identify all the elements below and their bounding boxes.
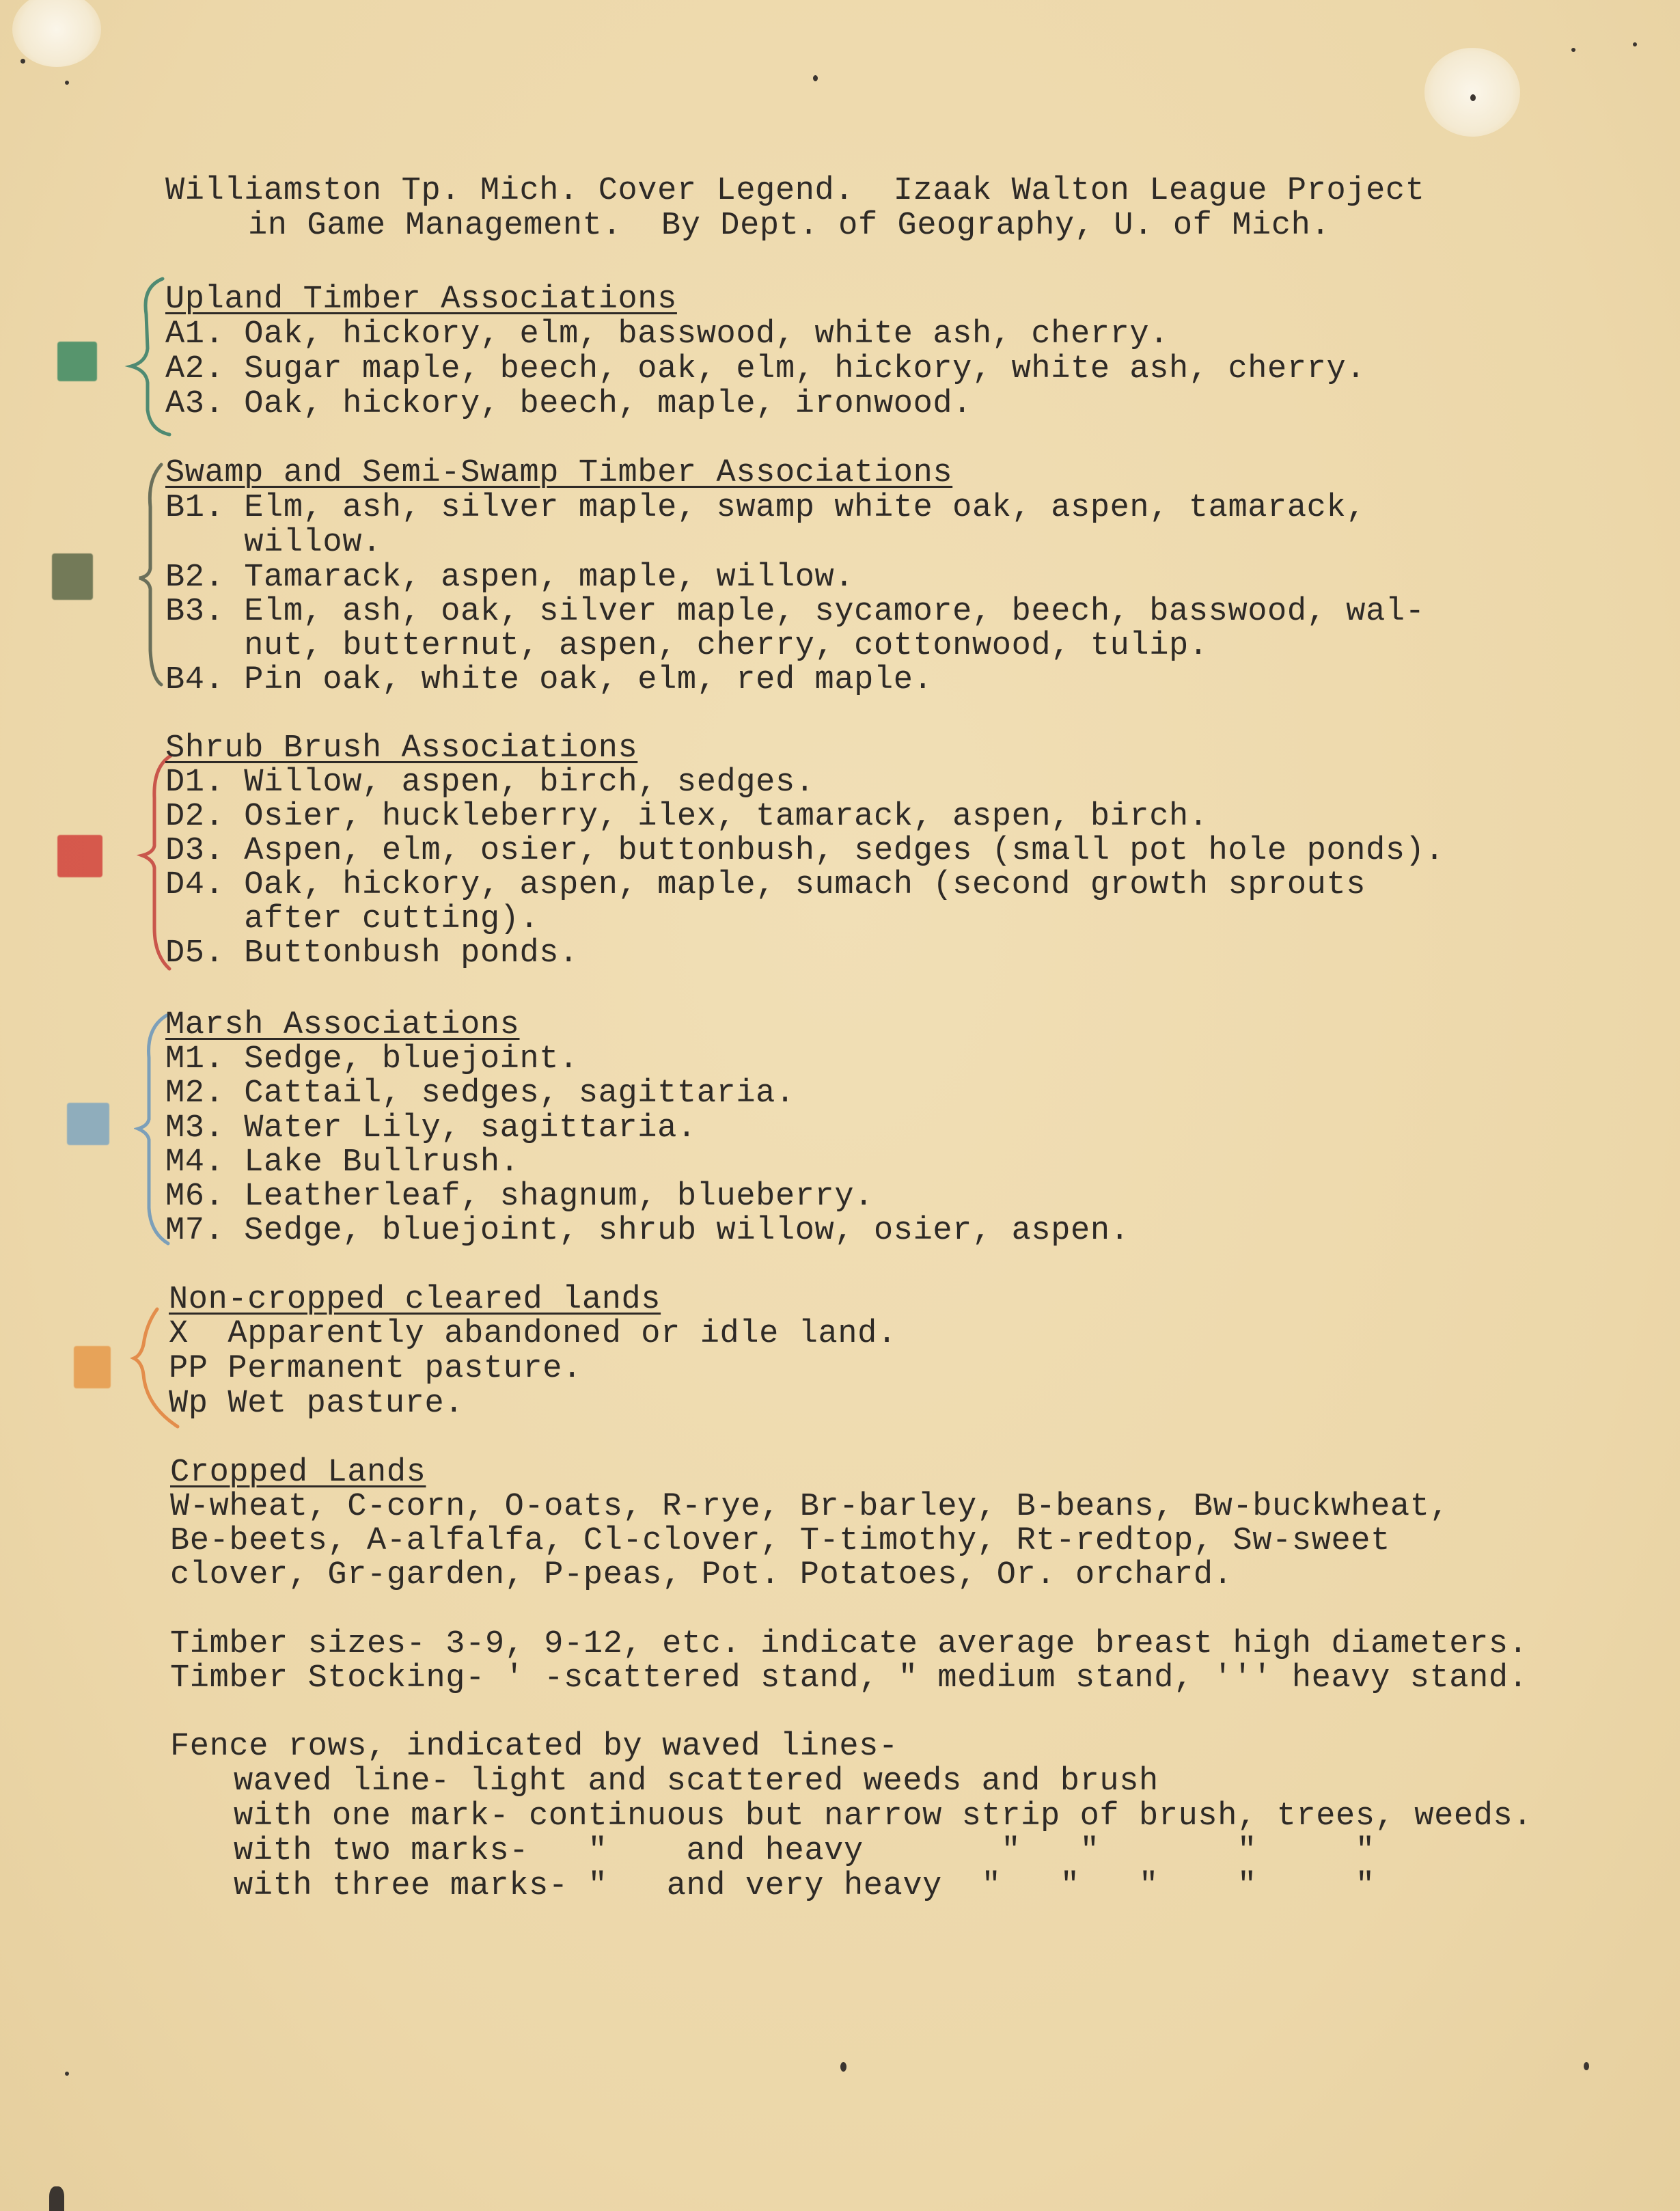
title-line-1: Williamston Tp. Mich. Cover Legend. Izaak Walton League Project (165, 173, 1425, 209)
section-heading-marsh: Marsh Associations (165, 1007, 520, 1043)
entry-d4-cont: after cutting). (165, 901, 540, 937)
entry-d2: D2. Osier, huckleberry, ilex, tamarack, aspen, birch. (165, 799, 1209, 835)
cropped-line-3: clover, Gr-garden, P-peas, Pot. Potatoes, Or. orchard. (170, 1557, 1233, 1593)
entry-d3: D3. Aspen, elm, osier, buttonbush, sedges (small pot hole ponds). (165, 833, 1445, 869)
entry-x: X Apparently abandoned or idle land. (169, 1316, 897, 1352)
color-swatch-olive (52, 553, 93, 600)
entry-d1: D1. Willow, aspen, birch, sedges. (165, 765, 815, 801)
entry-wp: Wp Wet pasture. (169, 1386, 465, 1422)
fence-line-three-marks: with three marks- " and very heavy " " " " " (234, 1868, 1375, 1904)
entry-m7: M7. Sedge, bluejoint, shrub willow, osier, aspen. (165, 1213, 1130, 1249)
fence-line-waved: waved line- light and scattered weeds and brush (234, 1763, 1159, 1800)
color-swatch-orange (74, 1346, 111, 1388)
section-heading-noncropped: Non-cropped cleared lands (169, 1282, 661, 1318)
fence-line-one-mark: with one mark- continuous but narrow strip of brush, trees, weeds. (234, 1798, 1533, 1835)
cropped-line-1: W-wheat, C-corn, O-oats, R-rye, Br-barley, B-beans, Bw-buckwheat, (170, 1489, 1450, 1525)
section-heading-upland: Upland Timber Associations (165, 281, 677, 318)
color-swatch-blue (67, 1103, 109, 1145)
entry-b4: B4. Pin oak, white oak, elm, red maple. (165, 662, 933, 698)
timber-sizes-note: Timber sizes- 3-9, 9-12, etc. indicate average breast high diameters. (170, 1626, 1528, 1662)
color-swatch-green (57, 342, 97, 381)
entry-b1: B1. Elm, ash, silver maple, swamp white oak, aspen, tamarack, (165, 490, 1366, 526)
entry-a2: A2. Sugar maple, beech, oak, elm, hickory, white ash, cherry. (165, 351, 1366, 387)
entry-m1: M1. Sedge, bluejoint. (165, 1041, 579, 1077)
entry-a1: A1. Oak, hickory, elm, basswood, white ash, cherry. (165, 316, 1170, 353)
entry-b1-cont: willow. (165, 525, 382, 561)
entry-b3: B3. Elm, ash, oak, silver maple, sycamore, beech, basswood, wal- (165, 594, 1425, 630)
cropped-line-2: Be-beets, A-alfalfa, Cl-clover, T-timothy, Rt-redtop, Sw-sweet (170, 1523, 1390, 1559)
section-heading-swamp: Swamp and Semi-Swamp Timber Associations (165, 455, 953, 491)
entry-m6: M6. Leatherleaf, shagnum, blueberry. (165, 1179, 874, 1215)
entry-pp: PP Permanent pasture. (169, 1351, 582, 1387)
entry-m4: M4. Lake Bullrush. (165, 1144, 520, 1181)
color-swatch-red (57, 835, 102, 877)
section-heading-cropped: Cropped Lands (170, 1455, 426, 1491)
entry-b3-cont: nut, butternut, aspen, cherry, cottonwood, tulip. (165, 628, 1209, 664)
section-heading-shrub: Shrub Brush Associations (165, 730, 638, 767)
fence-line-two-marks: with two marks- " and heavy " " " " (234, 1833, 1375, 1869)
entry-d4: D4. Oak, hickory, aspen, maple, sumach (second growth sprouts (165, 867, 1366, 903)
entry-a3: A3. Oak, hickory, beech, maple, ironwood. (165, 386, 972, 422)
title-line-2: in Game Management. By Dept. of Geography, U. of Mich. (248, 208, 1331, 244)
entry-m2: M2. Cattail, sedges, sagittaria. (165, 1075, 795, 1112)
fence-rows-intro: Fence rows, indicated by waved lines- (170, 1729, 898, 1765)
entry-b2: B2. Tamarack, aspen, maple, willow. (165, 560, 855, 596)
entry-m3: M3. Water Lily, sagittaria. (165, 1110, 697, 1146)
entry-d5: D5. Buttonbush ponds. (165, 935, 579, 972)
timber-stocking-note: Timber Stocking- ' -scattered stand, " medium stand, ''' heavy stand. (170, 1660, 1528, 1697)
